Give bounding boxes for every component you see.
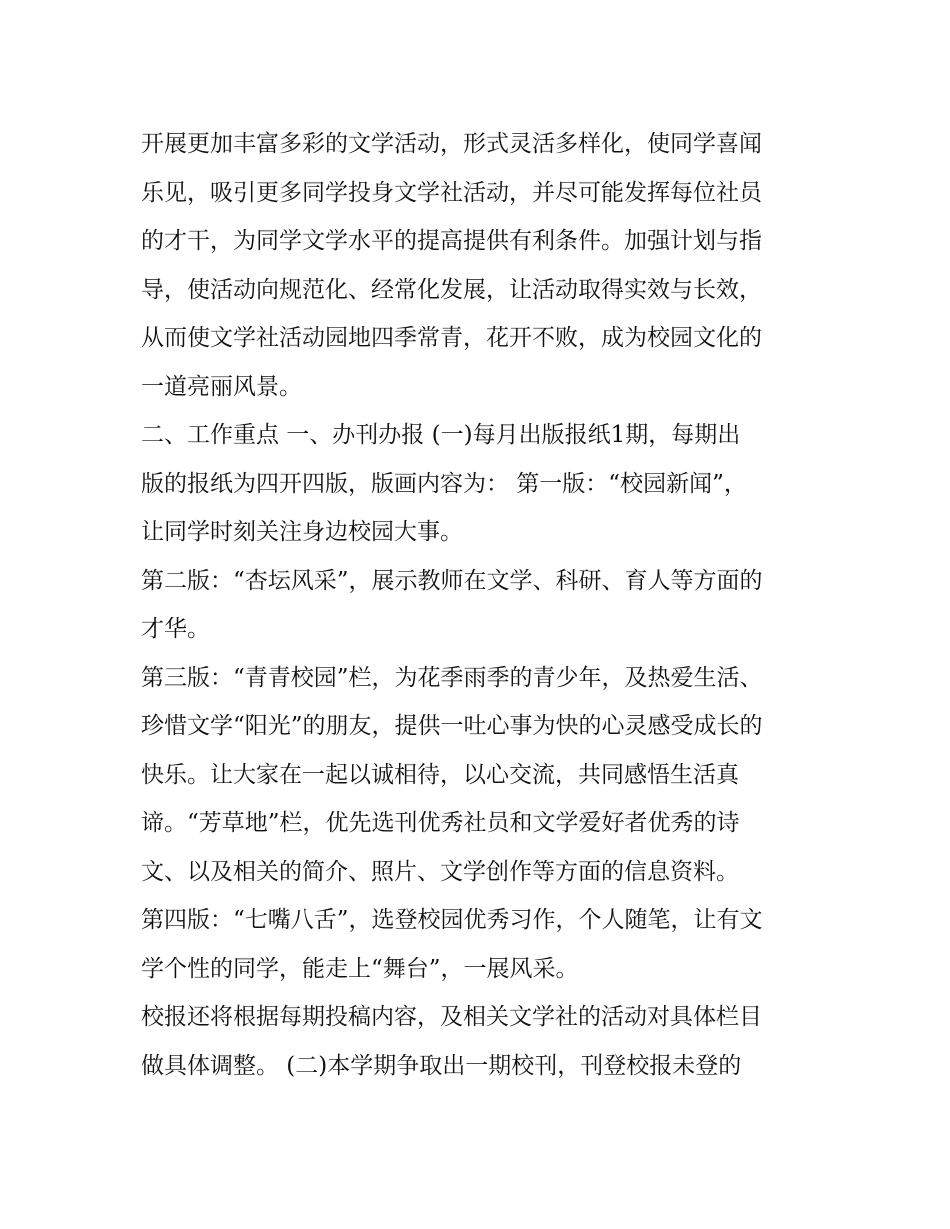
text-line: 导，使活动向规范化、经常化发展，让活动取得实效与长效， <box>141 276 762 303</box>
text-line: 版的报纸为四开四版，版画内容为： 第一版：“校园新闻”， <box>141 470 747 497</box>
text-line: 学个性的同学，能走上“舞台”，一展风采。 <box>141 955 579 982</box>
text-line: 校报还将根据每期投稿内容，及相关文学社的活动对具体栏目 <box>141 1004 762 1030</box>
paragraph-goals <box>141 120 821 411</box>
text-line: 谛。“芳草地”栏，优先选刊优秀社员和文学爱好者优秀的诗 <box>141 810 740 836</box>
text-line: 的才干，为同学文学水平的提高提供有利条件。加强计划与指 <box>141 228 762 254</box>
text-line: 做具体调整。 (二)本学期争取出一期校刊，刊登校报未登的 <box>141 1052 742 1079</box>
text-line: 二、工作重点 一、办刊办报 (一)每月出版报纸1期，每期出 <box>141 422 741 448</box>
text-line: 才华。 <box>141 616 210 642</box>
text-line: 文、以及相关的简介、照片、文学创作等方面的信息资料。 <box>141 858 739 885</box>
text-line: 让同学时刻关注身边校园大事。 <box>141 519 463 545</box>
text-line: 乐见，吸引更多同学投身文学社活动，并尽可能发挥每位社员 <box>141 179 762 206</box>
paragraph-page-four <box>141 896 821 993</box>
paragraph-adjustments <box>141 993 821 1090</box>
text-line: 珍惜文学“阳光”的朋友，提供一吐心事为快的心灵感受成长的 <box>141 713 763 739</box>
paragraph-page-three <box>141 654 821 897</box>
text-line: 第四版：“七嘴八舌”，选登校园优秀习作，个人随笔，让有文 <box>141 907 763 933</box>
paragraph-work-focus <box>141 411 821 557</box>
paragraph-page-two <box>141 557 821 654</box>
text-line: 从而使文学社活动园地四季常青，花开不败，成为校园文化的 <box>141 325 762 351</box>
document-page <box>141 120 821 1090</box>
text-line: 快乐。让大家在一起以诚相待，以心交流，共同感悟生活真 <box>141 761 739 788</box>
text-line: 第二版：“杏坛风采”，展示教师在文学、科研、育人等方面的 <box>141 567 763 594</box>
text-line: 开展更加丰富多彩的文学活动，形式灵活多样化，使同学喜闻 <box>141 131 762 157</box>
text-line: 第三版：“青青校园”栏，为花季雨季的青少年，及热爱生活、 <box>141 664 763 691</box>
text-line: 一道亮丽风景。 <box>141 373 302 400</box>
